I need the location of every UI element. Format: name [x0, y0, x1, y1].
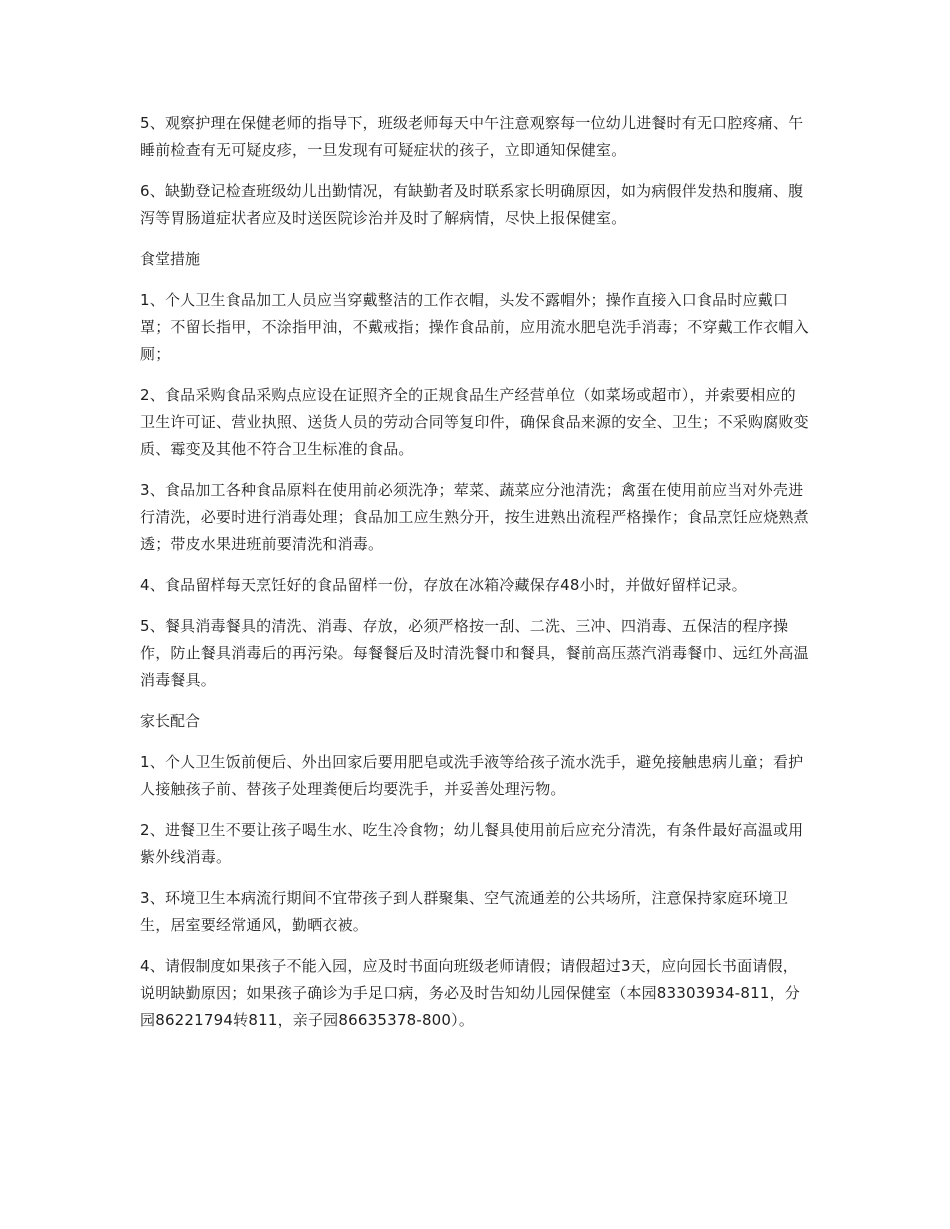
- paragraph-tableware-disinfection: 5、餐具消毒餐具的清洗、消毒、存放，必须严格按一刮、二洗、三冲、四消毒、五保洁的程序操作，防止餐具消毒后的再污染。每餐餐后及时清洗餐巾和餐具，餐前高压蒸汽消毒餐巾、远红外高温消毒餐具。: [140, 617, 809, 689]
- paragraph-absence-registration: 6、缺勤登记检查班级幼儿出勤情况，有缺勤者及时联系家长明确原因，如为病假伴发热和腹痛、腹泻等胃肠道症状者应及时送医院诊治并及时了解病情，尽快上报保健室。: [140, 182, 804, 227]
- paragraph-canteen-personal-hygiene: 1、个人卫生食品加工人员应当穿戴整洁的工作衣帽，头发不露帽外；操作直接入口食品时应戴口罩；不留长指甲，不涂指甲油，不戴戒指；操作食品前，应用流水肥皂洗手消毒；不穿戴工作衣帽入厕；: [140, 291, 809, 363]
- paragraph-food-processing: 3、食品加工各种食品原料在使用前必须洗净；荤菜、蔬菜应分池清洗；禽蛋在使用前应当对外壳进行清洗，必要时进行消毒处理；食品加工应生熟分开，按生进熟出流程严格操作；食品烹饪应烧熟煮透；带皮水果进班前要清洗和消毒。: [140, 481, 809, 553]
- paragraph-eating-hygiene: 2、进餐卫生不要让孩子喝生水、吃生冷食物；幼儿餐具使用前后应充分清洗，有条件最好高温或用紫外线消毒。: [140, 821, 804, 866]
- paragraph-observation-care: 5、观察护理在保健老师的指导下，班级老师每天中午注意观察每一位幼儿进餐时有无口腔疼痛、午睡前检查有无可疑皮疹，一旦发现有可疑症状的孩子，立即通知保健室。: [140, 114, 804, 159]
- section-heading-parents: 家长配合: [140, 712, 201, 730]
- section-heading-canteen: 食堂措施: [140, 250, 201, 268]
- paragraph-parents-personal-hygiene: 1、个人卫生饭前便后、外出回家后要用肥皂或洗手液等给孩子流水洗手，避免接触患病儿童；看护人接触孩子前、替孩子处理粪便后均要洗手，并妥善处理污物。: [140, 753, 804, 798]
- paragraph-food-purchasing: 2、食品采购食品采购点应设在证照齐全的正规食品生产经营单位（如菜场或超市），并索要相应的卫生许可证、营业执照、送货人员的劳动合同等复印件，确保食品来源的安全、卫生；不采购腐败变质、霉变及其他不符合卫生标准的食品。: [140, 386, 809, 458]
- paragraph-food-sampling: 4、食品留样每天烹饪好的食品留样一份，存放在冰箱冷藏保存48小时，并做好留样记录。: [140, 576, 747, 594]
- paragraph-environment-hygiene: 3、环境卫生本病流行期间不宜带孩子到人群聚集、空气流通差的公共场所，注意保持家庭环境卫生，居室要经常通风，勤晒衣被。: [140, 889, 789, 934]
- paragraph-leave-policy: 4、请假制度如果孩子不能入园，应及时书面向班级老师请假；请假超过3天，应向园长书面请假，说明缺勤原因；如果孩子确诊为手足口病，务必及时告知幼儿园保健室（本园83303934-811，分园86221794转811，亲子园86635378-800）。: [140, 957, 800, 1029]
